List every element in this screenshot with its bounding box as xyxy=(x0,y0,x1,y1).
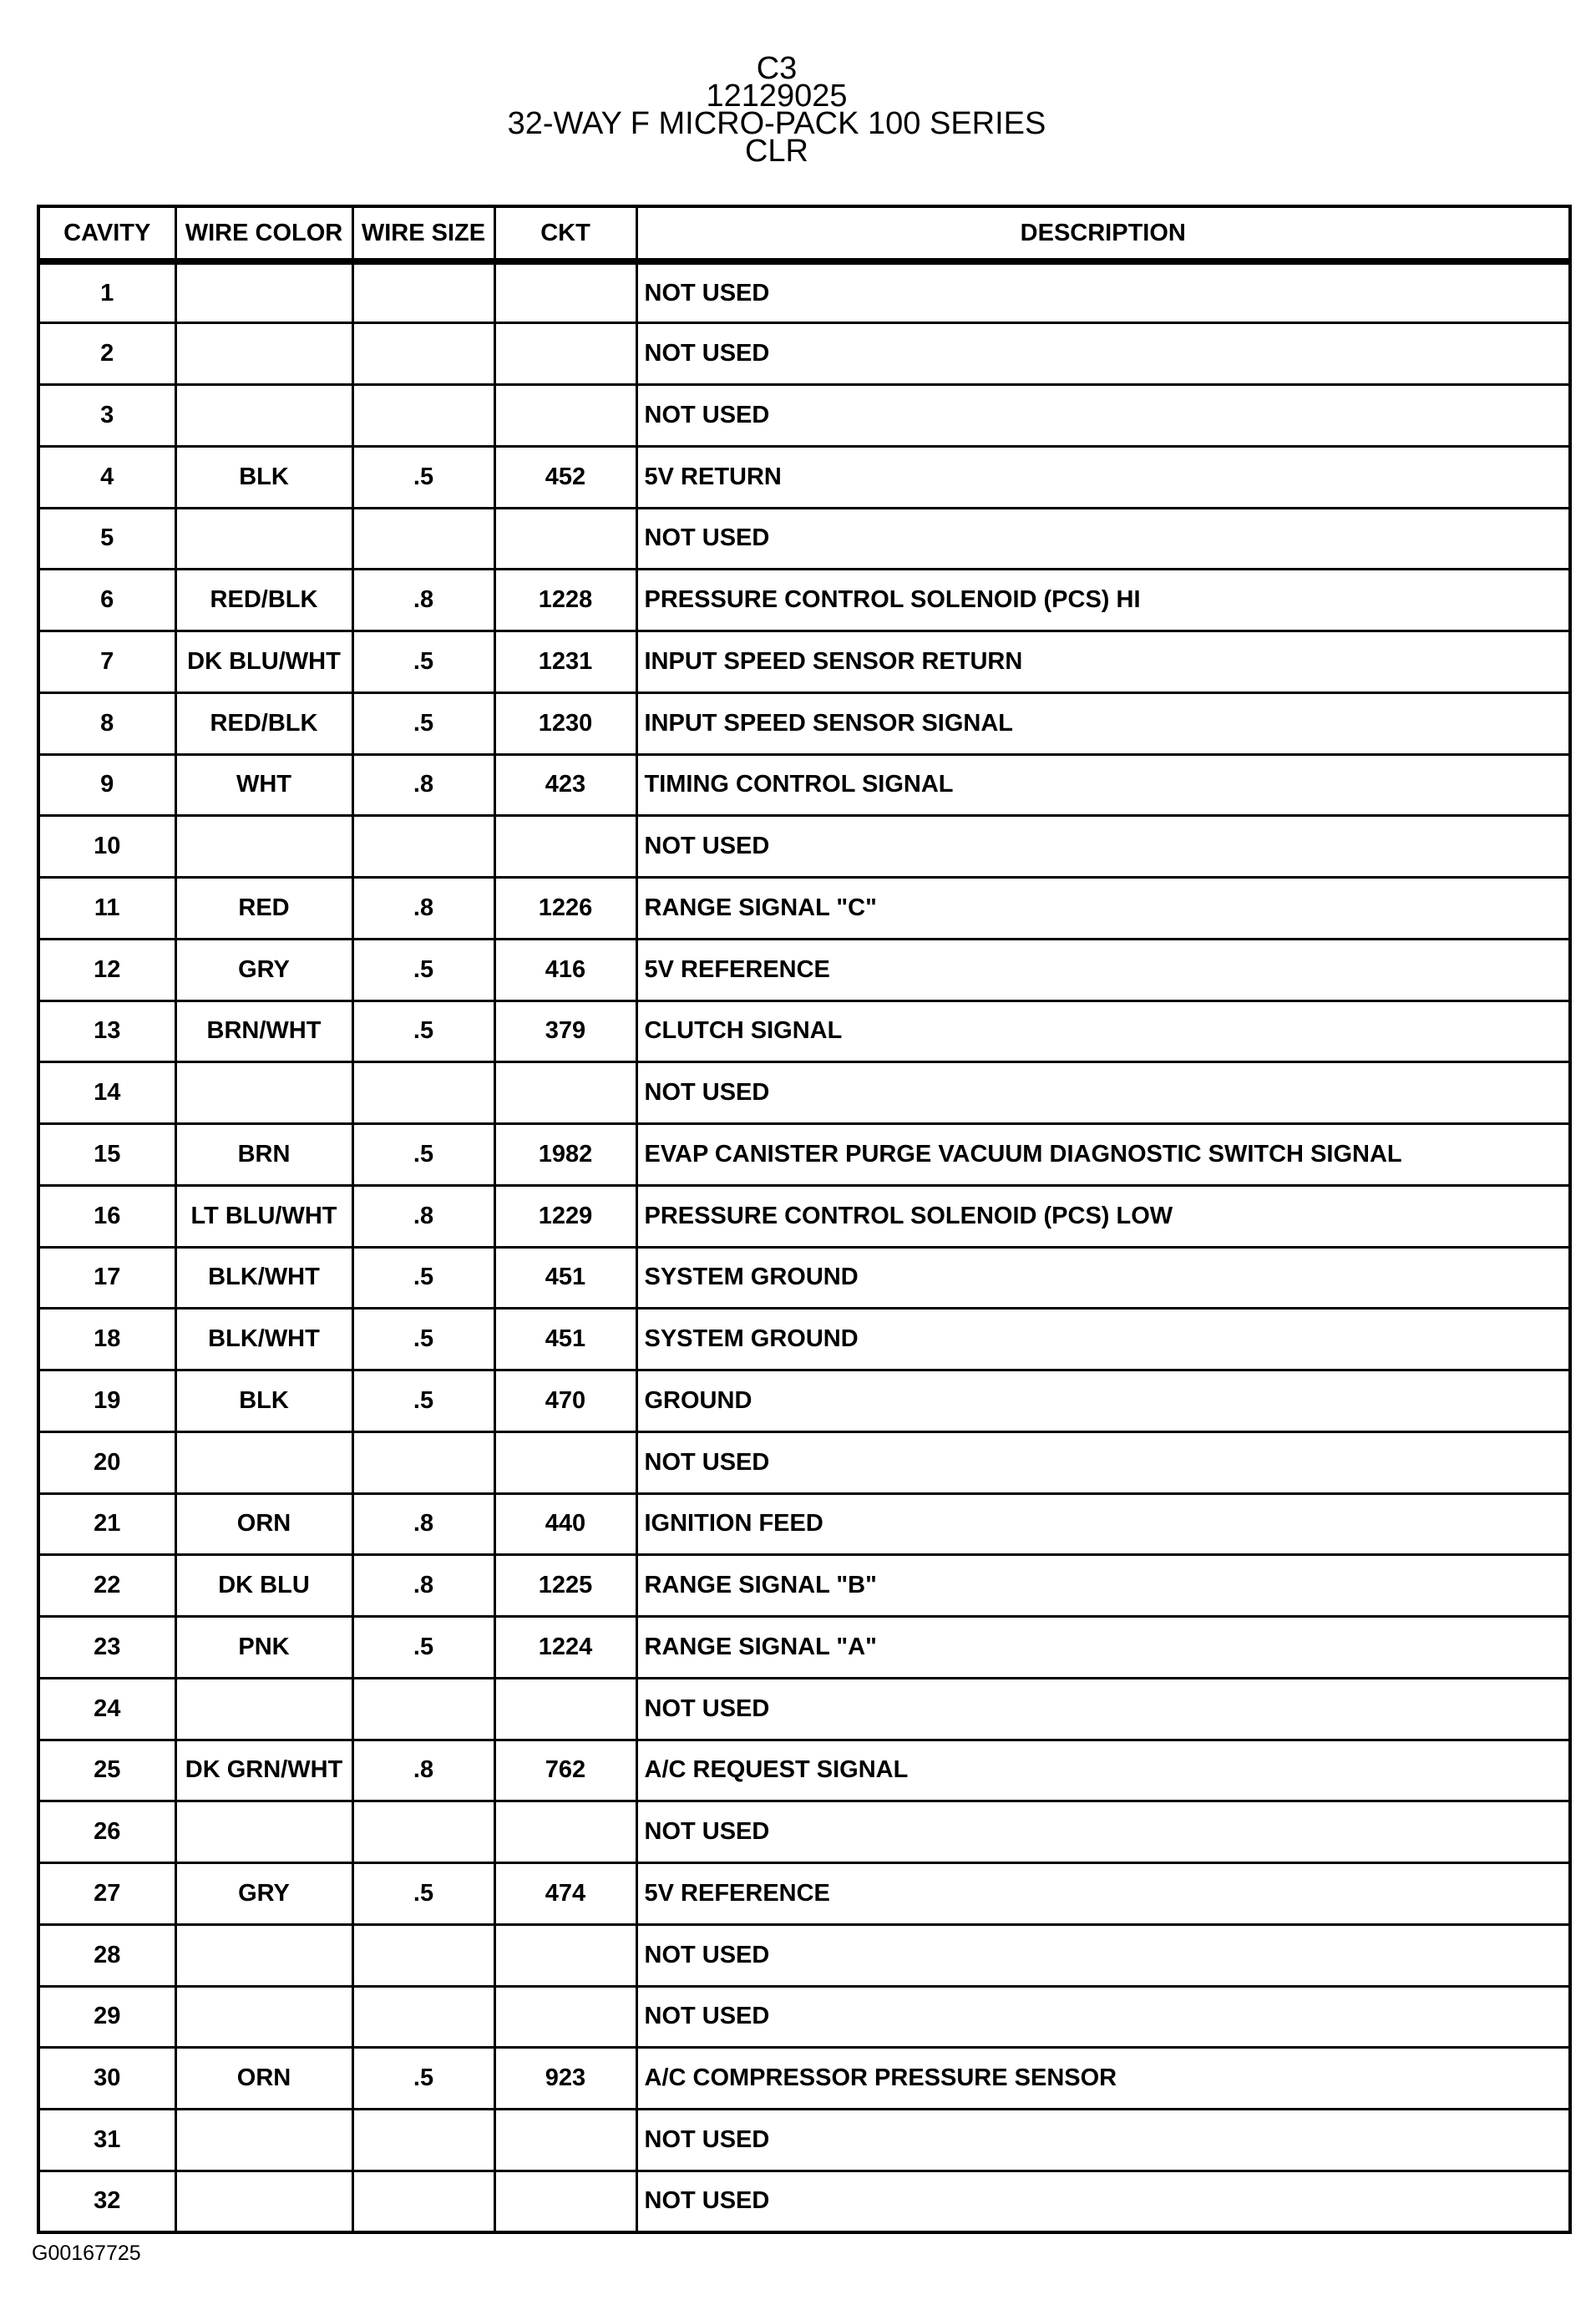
cavity-cell: 30 xyxy=(38,2048,175,2110)
wire-color-cell xyxy=(175,1924,352,1986)
ckt-cell xyxy=(494,816,636,878)
wire-color-cell: RED xyxy=(175,878,352,940)
ckt-cell: 474 xyxy=(494,1863,636,1925)
description-cell: NOT USED xyxy=(636,1801,1570,1863)
wire-color-cell xyxy=(175,1986,352,2048)
cavity-cell: 23 xyxy=(38,1617,175,1679)
table-row xyxy=(38,1309,1570,1370)
cavity-cell: 6 xyxy=(38,570,175,631)
wire-color-cell xyxy=(175,385,352,447)
description-cell: GROUND xyxy=(636,1370,1570,1432)
description-cell: NOT USED xyxy=(636,816,1570,878)
ckt-cell: 440 xyxy=(494,1493,636,1555)
ckt-cell: 1225 xyxy=(494,1555,636,1617)
ckt-cell: 1228 xyxy=(494,570,636,631)
ckt-cell: 379 xyxy=(494,1001,636,1062)
cavity-cell: 9 xyxy=(38,754,175,816)
wire-color-cell xyxy=(175,1801,352,1863)
cavity-cell: 31 xyxy=(38,2110,175,2171)
wire-size-cell: .5 xyxy=(352,1309,494,1370)
ckt-cell xyxy=(494,1678,636,1740)
cavity-cell: 15 xyxy=(38,1124,175,1186)
table-row xyxy=(38,508,1570,570)
ckt-cell: 1229 xyxy=(494,1185,636,1247)
ckt-cell xyxy=(494,1431,636,1493)
table-row xyxy=(38,754,1570,816)
description-cell: INPUT SPEED SENSOR RETURN xyxy=(636,631,1570,693)
wire-size-cell: .8 xyxy=(352,1555,494,1617)
wire-size-cell xyxy=(352,816,494,878)
wire-size-cell xyxy=(352,1986,494,2048)
description-cell: SYSTEM GROUND xyxy=(636,1247,1570,1309)
wire-size-cell: .8 xyxy=(352,570,494,631)
wire-size-cell: .8 xyxy=(352,754,494,816)
wire-size-cell xyxy=(352,2110,494,2171)
wire-color-cell: BLK/WHT xyxy=(175,1247,352,1309)
column-header-wire-size: WIRE SIZE xyxy=(352,206,494,261)
table-row xyxy=(38,446,1570,508)
table-row xyxy=(38,631,1570,693)
table-row xyxy=(38,1740,1570,1801)
table-row xyxy=(38,1431,1570,1493)
description-cell: PRESSURE CONTROL SOLENOID (PCS) LOW xyxy=(636,1185,1570,1247)
table-row xyxy=(38,1617,1570,1679)
table-row xyxy=(38,2048,1570,2110)
ckt-cell xyxy=(494,2171,636,2232)
ckt-cell xyxy=(494,1986,636,2048)
cavity-cell: 11 xyxy=(38,878,175,940)
ckt-cell: 762 xyxy=(494,1740,636,1801)
description-cell: TIMING CONTROL SIGNAL xyxy=(636,754,1570,816)
wire-color-cell: BRN xyxy=(175,1124,352,1186)
table-row xyxy=(38,323,1570,385)
table-row xyxy=(38,1863,1570,1925)
description-cell: NOT USED xyxy=(636,1678,1570,1740)
description-cell: NOT USED xyxy=(636,1986,1570,2048)
part-number: 12129025 xyxy=(706,79,848,114)
cavity-cell: 27 xyxy=(38,1863,175,1925)
ckt-cell: 416 xyxy=(494,939,636,1001)
column-header-wire-color: WIRE COLOR xyxy=(175,206,352,261)
wire-color-cell: DK BLU/WHT xyxy=(175,631,352,693)
table-row xyxy=(38,1370,1570,1432)
wire-color-cell xyxy=(175,1062,352,1124)
wire-color-cell: DK BLU xyxy=(175,1555,352,1617)
cavity-cell: 26 xyxy=(38,1801,175,1863)
wire-size-cell: .5 xyxy=(352,1863,494,1925)
description-cell: NOT USED xyxy=(636,1924,1570,1986)
table-row xyxy=(38,261,1570,323)
pinout-table xyxy=(37,205,1572,2234)
table-row xyxy=(38,1924,1570,1986)
connector-id: C3 xyxy=(756,51,798,86)
table-row xyxy=(38,2171,1570,2232)
connector-header xyxy=(0,51,1553,169)
table-row xyxy=(38,1986,1570,2048)
wire-size-cell: .8 xyxy=(352,1185,494,1247)
description-cell: NOT USED xyxy=(636,1062,1570,1124)
description-cell: IGNITION FEED xyxy=(636,1493,1570,1555)
cavity-cell: 22 xyxy=(38,1555,175,1617)
table-row xyxy=(38,1001,1570,1062)
description-cell: PRESSURE CONTROL SOLENOID (PCS) HI xyxy=(636,570,1570,631)
wire-size-cell xyxy=(352,385,494,447)
cavity-cell: 28 xyxy=(38,1924,175,1986)
ckt-cell: 451 xyxy=(494,1309,636,1370)
wire-color-cell: LT BLU/WHT xyxy=(175,1185,352,1247)
wire-size-cell: .5 xyxy=(352,939,494,1001)
ckt-cell xyxy=(494,261,636,323)
wire-size-cell: .8 xyxy=(352,878,494,940)
description-cell: 5V REFERENCE xyxy=(636,939,1570,1001)
cavity-cell: 5 xyxy=(38,508,175,570)
description-cell: NOT USED xyxy=(636,2110,1570,2171)
cavity-cell: 24 xyxy=(38,1678,175,1740)
ckt-cell: 1231 xyxy=(494,631,636,693)
description-cell: CLUTCH SIGNAL xyxy=(636,1001,1570,1062)
wire-size-cell: .5 xyxy=(352,1247,494,1309)
cavity-cell: 32 xyxy=(38,2171,175,2232)
wire-size-cell: .5 xyxy=(352,446,494,508)
cavity-cell: 25 xyxy=(38,1740,175,1801)
cavity-cell: 17 xyxy=(38,1247,175,1309)
cavity-cell: 12 xyxy=(38,939,175,1001)
table-row xyxy=(38,570,1570,631)
cavity-cell: 19 xyxy=(38,1370,175,1432)
wire-size-cell xyxy=(352,1431,494,1493)
table-row xyxy=(38,939,1570,1001)
figure-reference-code: G00167725 xyxy=(32,2242,141,2265)
wire-color-cell: BLK/WHT xyxy=(175,1309,352,1370)
ckt-cell xyxy=(494,1062,636,1124)
table-row xyxy=(38,1801,1570,1863)
ckt-cell: 1230 xyxy=(494,692,636,754)
wire-size-cell xyxy=(352,1924,494,1986)
cavity-cell: 2 xyxy=(38,323,175,385)
wire-color-cell xyxy=(175,2110,352,2171)
wire-color-cell: ORN xyxy=(175,2048,352,2110)
wire-color-cell: BLK xyxy=(175,1370,352,1432)
table-row xyxy=(38,385,1570,447)
connector-type: 32-WAY F MICRO-PACK 100 SERIES xyxy=(507,106,1046,141)
cavity-cell: 7 xyxy=(38,631,175,693)
table-row xyxy=(38,1185,1570,1247)
description-cell: NOT USED xyxy=(636,1431,1570,1493)
wire-size-cell: .5 xyxy=(352,1001,494,1062)
cavity-cell: 21 xyxy=(38,1493,175,1555)
wire-size-cell: .5 xyxy=(352,1370,494,1432)
ckt-cell xyxy=(494,323,636,385)
table-row xyxy=(38,2110,1570,2171)
wire-size-cell xyxy=(352,323,494,385)
cavity-cell: 4 xyxy=(38,446,175,508)
ckt-cell xyxy=(494,1924,636,1986)
wire-color-cell: ORN xyxy=(175,1493,352,1555)
description-cell: RANGE SIGNAL "C" xyxy=(636,878,1570,940)
wire-color-cell xyxy=(175,1678,352,1740)
description-cell: RANGE SIGNAL "A" xyxy=(636,1617,1570,1679)
wire-color-cell: BRN/WHT xyxy=(175,1001,352,1062)
table-row xyxy=(38,816,1570,878)
column-header-description: DESCRIPTION xyxy=(636,206,1570,261)
wire-color-cell: BLK xyxy=(175,446,352,508)
wire-size-cell: .5 xyxy=(352,692,494,754)
wire-size-cell xyxy=(352,1062,494,1124)
cavity-cell: 14 xyxy=(38,1062,175,1124)
column-header-cavity: CAVITY xyxy=(38,206,175,261)
description-cell: A/C COMPRESSOR PRESSURE SENSOR xyxy=(636,2048,1570,2110)
description-cell: A/C REQUEST SIGNAL xyxy=(636,1740,1570,1801)
wire-color-cell: RED/BLK xyxy=(175,692,352,754)
column-header-ckt: CKT xyxy=(494,206,636,261)
wire-size-cell xyxy=(352,1801,494,1863)
wire-size-cell xyxy=(352,261,494,323)
wire-color-cell: GRY xyxy=(175,1863,352,1925)
ckt-cell: 451 xyxy=(494,1247,636,1309)
wire-size-cell: .5 xyxy=(352,2048,494,2110)
table-row xyxy=(38,1124,1570,1186)
cavity-cell: 13 xyxy=(38,1001,175,1062)
table-row xyxy=(38,692,1570,754)
ckt-cell: 470 xyxy=(494,1370,636,1432)
description-cell: NOT USED xyxy=(636,261,1570,323)
description-cell: 5V REFERENCE xyxy=(636,1863,1570,1925)
table-header-row xyxy=(38,206,1570,261)
table-row xyxy=(38,1247,1570,1309)
description-cell: INPUT SPEED SENSOR SIGNAL xyxy=(636,692,1570,754)
table-row xyxy=(38,1493,1570,1555)
wire-size-cell: .8 xyxy=(352,1740,494,1801)
table-row xyxy=(38,1555,1570,1617)
table-body xyxy=(38,261,1570,2232)
description-cell: NOT USED xyxy=(636,508,1570,570)
cavity-cell: 1 xyxy=(38,261,175,323)
description-cell: SYSTEM GROUND xyxy=(636,1309,1570,1370)
wire-color-cell: WHT xyxy=(175,754,352,816)
description-cell: NOT USED xyxy=(636,323,1570,385)
wire-color-cell: GRY xyxy=(175,939,352,1001)
table-row xyxy=(38,878,1570,940)
wire-size-cell: .8 xyxy=(352,1493,494,1555)
wire-size-cell xyxy=(352,1678,494,1740)
ckt-cell: 452 xyxy=(494,446,636,508)
wire-size-cell: .5 xyxy=(352,631,494,693)
description-cell: EVAP CANISTER PURGE VACUUM DIAGNOSTIC SWITCH SIGNAL xyxy=(636,1124,1570,1186)
description-cell: NOT USED xyxy=(636,385,1570,447)
ckt-cell xyxy=(494,1801,636,1863)
ckt-cell xyxy=(494,2110,636,2171)
wire-color-cell xyxy=(175,1431,352,1493)
table-row xyxy=(38,1678,1570,1740)
wire-size-cell xyxy=(352,508,494,570)
wire-color-cell xyxy=(175,2171,352,2232)
connector-color: CLR xyxy=(744,134,809,169)
description-cell: RANGE SIGNAL "B" xyxy=(636,1555,1570,1617)
cavity-cell: 29 xyxy=(38,1986,175,2048)
wire-color-cell xyxy=(175,261,352,323)
cavity-cell: 18 xyxy=(38,1309,175,1370)
ckt-cell: 423 xyxy=(494,754,636,816)
cavity-cell: 3 xyxy=(38,385,175,447)
cavity-cell: 20 xyxy=(38,1431,175,1493)
cavity-cell: 10 xyxy=(38,816,175,878)
ckt-cell xyxy=(494,508,636,570)
wire-color-cell xyxy=(175,508,352,570)
ckt-cell: 1226 xyxy=(494,878,636,940)
wire-color-cell: PNK xyxy=(175,1617,352,1679)
wire-size-cell: .5 xyxy=(352,1617,494,1679)
ckt-cell: 923 xyxy=(494,2048,636,2110)
wire-color-cell: RED/BLK xyxy=(175,570,352,631)
wire-color-cell xyxy=(175,323,352,385)
wire-color-cell xyxy=(175,816,352,878)
wire-color-cell: DK GRN/WHT xyxy=(175,1740,352,1801)
wire-size-cell: .5 xyxy=(352,1124,494,1186)
table-row xyxy=(38,1062,1570,1124)
ckt-cell xyxy=(494,385,636,447)
description-cell: NOT USED xyxy=(636,2171,1570,2232)
ckt-cell: 1224 xyxy=(494,1617,636,1679)
description-cell: 5V RETURN xyxy=(636,446,1570,508)
cavity-cell: 8 xyxy=(38,692,175,754)
cavity-cell: 16 xyxy=(38,1185,175,1247)
ckt-cell: 1982 xyxy=(494,1124,636,1186)
wire-size-cell xyxy=(352,2171,494,2232)
